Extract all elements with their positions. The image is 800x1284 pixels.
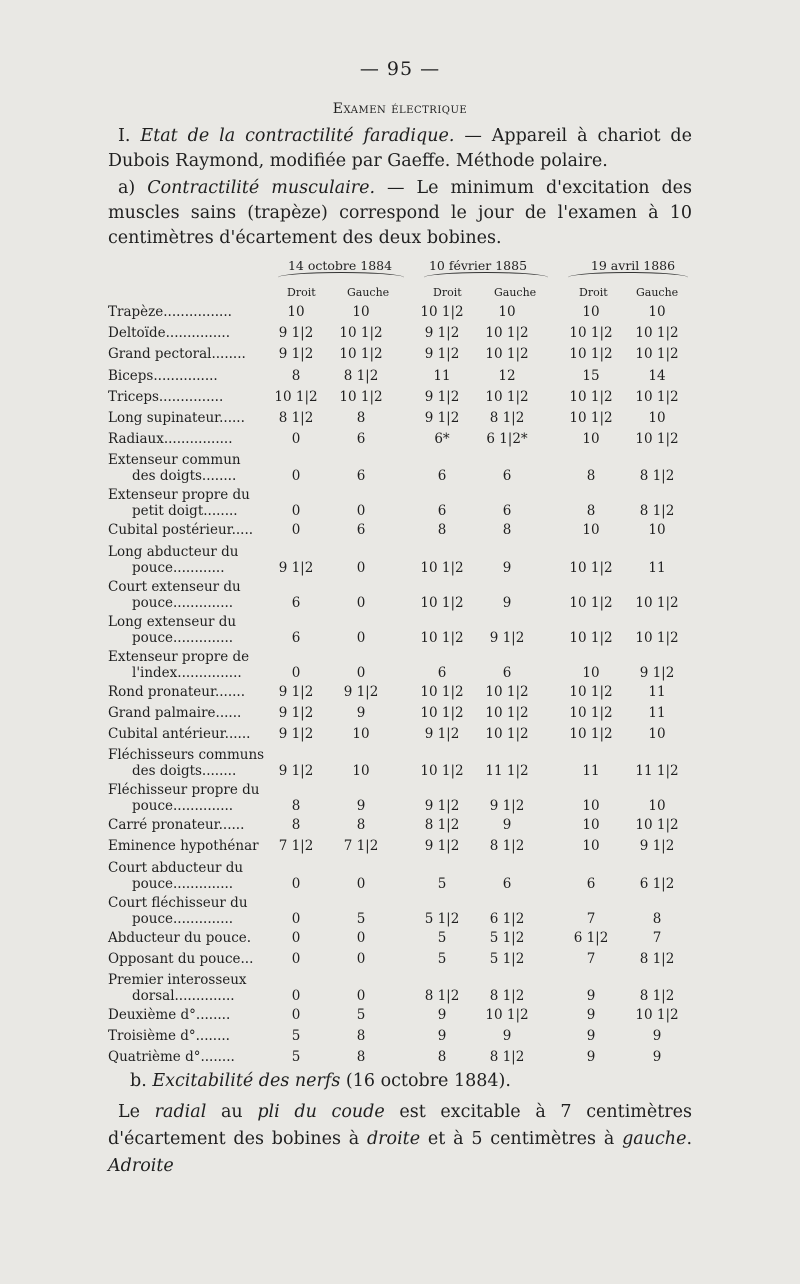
table-cell: 8: [652, 910, 662, 927]
row-label-line: Radiaux................: [108, 431, 233, 448]
table-cell: 8 1|2: [489, 988, 525, 1004]
row-label-line: pouce..............: [132, 629, 234, 646]
table-cell: 8 1|2: [278, 410, 314, 426]
row-label-line: Eminence hypothénar: [108, 838, 259, 855]
table-cell: 9: [652, 1028, 662, 1045]
table-cell: 5: [356, 1007, 366, 1023]
table-cell: 0: [291, 1007, 301, 1023]
text-italic: radial: [154, 1102, 207, 1122]
table-cell: 8: [356, 410, 366, 426]
table-cell: 10 1|2: [635, 594, 679, 611]
table-cell: 6: [437, 503, 447, 520]
table-cell: 10: [648, 304, 666, 320]
table-cell: 10 1|2: [485, 388, 529, 405]
table-cell: 10 1|2: [420, 763, 464, 780]
row-label-line: Quatrième d°........: [108, 1049, 235, 1066]
row-label: [108, 684, 273, 700]
table-cell: 0: [356, 988, 366, 1004]
table-cell: 10: [352, 763, 370, 780]
table-cell: 0: [291, 875, 301, 892]
table-cell: 0: [291, 929, 301, 946]
row-label: [108, 838, 273, 854]
table-cell: 8: [586, 468, 596, 485]
para-a-text: — Le minimum d'excitation des muscles sains (trapèze) correspond le jour de l'examen à 10 centimètres d'écartement des deux bobines.: [108, 178, 692, 248]
table-cell: 10 1|2: [485, 346, 529, 363]
table-cell: 10 1|2: [569, 594, 613, 611]
text-italic: Adroite: [108, 1156, 174, 1176]
paragraph-a: [108, 176, 692, 251]
table-cell: 5: [356, 910, 366, 927]
row-label-line: Court fléchisseur du: [108, 894, 248, 911]
table-cell: 10: [352, 304, 370, 320]
table-cell: 8 1|2: [639, 988, 675, 1004]
page-number: — 95 —: [359, 58, 441, 80]
table-cell: 10: [648, 726, 666, 742]
table-cell: 0: [356, 929, 366, 946]
table-cell: 8: [437, 1049, 447, 1066]
table-cell: 10 1|2: [420, 629, 464, 646]
table-cell: 11: [648, 683, 666, 700]
table-cell: 9 1|2: [424, 838, 460, 855]
table-cell: 10 1|2: [485, 1007, 529, 1023]
table-cell: 10 1|2: [274, 388, 318, 405]
row-label-line: Opposant du pouce...: [108, 950, 254, 967]
table-cell: 9 1|2: [424, 388, 460, 405]
row-label-line: Long abducteur du: [108, 543, 239, 560]
row-label-line: pouce..............: [132, 910, 234, 927]
table-cell: 10 1|2: [420, 594, 464, 611]
row-label-line: dorsal..............: [132, 988, 235, 1004]
row-label: [108, 304, 273, 320]
table-cell: 11 1|2: [635, 763, 679, 780]
row-label-line: pouce............: [132, 559, 225, 576]
row-label-line: Long extenseur du: [108, 613, 237, 630]
table-cell: 10 1|2: [635, 388, 679, 405]
paragraph-b: [130, 1071, 511, 1091]
table-cell: 9: [437, 1007, 447, 1023]
row-label: [108, 649, 273, 681]
table-cell: 5: [291, 1049, 301, 1066]
table-cell: 0: [356, 629, 366, 646]
table-cell: 9 1|2: [424, 410, 460, 426]
row-label: [108, 895, 273, 927]
table-cell: 10 1|2: [569, 325, 613, 342]
row-label: [108, 452, 273, 484]
table-cell: 7: [652, 929, 662, 946]
table-cell: 10 1|2: [339, 388, 383, 405]
table-cell: 7: [586, 950, 596, 967]
table-cell: 10 1|2: [485, 726, 529, 742]
table-cell: 10 1|2: [569, 683, 613, 700]
section-title: Etat de la contractilité faradique.: [140, 126, 455, 146]
table-cell: 5 1|2: [424, 910, 460, 927]
row-label-line: des doigts........: [132, 468, 237, 485]
table-cell: 9 1|2: [278, 683, 314, 700]
table-cell: 9: [437, 1028, 447, 1045]
table-cell: 8: [291, 817, 301, 834]
table-cell: 6: [502, 875, 512, 892]
section-heading: Examen électrique: [332, 101, 468, 117]
table-cell: 6: [437, 468, 447, 485]
row-label-line: Trapèze................: [108, 304, 232, 320]
row-label: [108, 487, 273, 519]
table-cell: 11: [582, 763, 600, 780]
table-cell: 8: [586, 503, 596, 520]
table-cell: 10 1|2: [485, 683, 529, 700]
row-label-line: Court extenseur du: [108, 578, 241, 595]
date-header: 14 octobre 1884: [287, 258, 393, 273]
row-label: [108, 860, 273, 892]
table-cell: 5: [437, 929, 447, 946]
row-label-line: Grand pectoral........: [108, 346, 246, 363]
table-cell: 8 1|2: [639, 503, 675, 520]
row-label-line: Triceps...............: [108, 388, 224, 405]
table-cell: 9 1|2: [278, 704, 314, 721]
table-cell: 10 1|2: [635, 817, 679, 834]
table-cell: 12: [498, 367, 516, 384]
table-cell: 10: [582, 817, 600, 834]
row-label: [108, 522, 273, 538]
table-cell: 9: [586, 1007, 596, 1023]
row-label-line: Carré pronateur......: [108, 817, 245, 834]
table-cell: 10 1|2: [569, 559, 613, 576]
table-cell: 9: [502, 1028, 512, 1045]
table-cell: 0: [291, 468, 301, 485]
row-label: [108, 1007, 273, 1023]
table-cell: 6: [502, 503, 512, 520]
row-label-line: Court abducteur du: [108, 859, 244, 876]
table-cell: 8 1|2: [343, 367, 379, 384]
row-label: [108, 544, 273, 576]
table-cell: 10: [582, 798, 600, 815]
text-italic: gauche: [622, 1129, 687, 1149]
table-cell: 0: [356, 503, 366, 520]
row-label-line: Rond pronateur.......: [108, 683, 246, 700]
table-cell: 6: [356, 431, 366, 448]
table-cell: 8: [291, 798, 301, 815]
table-cell: 10 1|2: [569, 388, 613, 405]
row-label: [108, 368, 273, 384]
table-cell: 8 1|2: [424, 988, 460, 1004]
row-label: [108, 1049, 273, 1065]
table-cell: 5: [437, 950, 447, 967]
table-cell: 9 1|2: [278, 559, 314, 576]
side-header: Droit: [579, 286, 608, 299]
table-cell: 8: [356, 817, 366, 834]
table-cell: 10 1|2: [569, 346, 613, 363]
row-label-line: Biceps...............: [108, 367, 218, 384]
table-cell: 0: [291, 950, 301, 967]
table-cell: 10 1|2: [635, 325, 679, 342]
date-header: 19 avril 1886: [590, 258, 676, 273]
table-cell: 8: [291, 367, 301, 384]
brace-divider: [278, 272, 404, 283]
row-label: [108, 614, 273, 646]
row-label: [108, 782, 273, 814]
table-cell: 5: [291, 1028, 301, 1045]
table-cell: 11 1|2: [485, 763, 529, 780]
table-cell: 10: [582, 664, 600, 681]
table-cell: 9 1|2: [489, 629, 525, 646]
table-cell: 9 1|2: [424, 798, 460, 815]
table-cell: 0: [291, 431, 301, 448]
row-label-line: Troisième d°........: [108, 1028, 230, 1045]
row-label-line: Long supinateur......: [108, 410, 245, 426]
table-cell: 11: [648, 704, 666, 721]
table-cell: 10 1|2: [339, 346, 383, 363]
table-cell: 6 1|2: [639, 875, 675, 892]
text: est excitable à 7 centimètres d'écartement des bobines à: [108, 1102, 692, 1149]
table-cell: 10: [648, 410, 666, 426]
table-cell: 9 1|2: [278, 346, 314, 363]
row-label: [108, 930, 273, 946]
table-cell: 10: [287, 304, 305, 320]
table-cell: 10 1|2: [569, 410, 613, 426]
table-cell: 6: [356, 468, 366, 485]
table-cell: 8 1|2: [489, 410, 525, 426]
row-label-line: Cubital antérieur......: [108, 726, 251, 742]
row-label-line: Cubital postérieur.....: [108, 522, 254, 539]
row-label: [108, 389, 273, 405]
row-label: [108, 705, 273, 721]
table-cell: 0: [356, 594, 366, 611]
table-cell: 15: [582, 367, 600, 384]
table-cell: 6 1|2: [489, 910, 525, 927]
table-cell: 9: [356, 798, 366, 815]
table-cell: 6 1|2: [573, 929, 609, 946]
row-label: [108, 817, 273, 833]
table-cell: 10 1|2: [635, 629, 679, 646]
para-a-label: a): [118, 178, 136, 198]
table-cell: 0: [356, 664, 366, 681]
table-cell: 10 1|2: [635, 346, 679, 363]
side-header: Gauche: [494, 286, 537, 299]
para-b-label: b.: [130, 1071, 147, 1091]
row-label: [108, 726, 273, 742]
text: et à 5 centimètres à: [420, 1129, 623, 1149]
table-cell: 5: [437, 875, 447, 892]
row-label-line: pouce..............: [132, 594, 234, 611]
table-cell: 10 1|2: [420, 304, 464, 320]
table-cell: 10 1|2: [420, 559, 464, 576]
row-label-line: Deuxième d°........: [108, 1007, 231, 1023]
text-italic: pli du coude: [257, 1102, 385, 1122]
table-cell: 0: [356, 875, 366, 892]
table-cell: 9 1|2: [639, 664, 675, 681]
row-label: [108, 747, 273, 779]
table-cell: 10 1|2: [420, 704, 464, 721]
table-cell: 10 1|2: [420, 683, 464, 700]
table-cell: 9 1|2: [278, 325, 314, 342]
table-cell: 10 1|2: [569, 704, 613, 721]
table-cell: 6 1|2*: [486, 431, 528, 448]
table-cell: 0: [291, 988, 301, 1004]
table-cell: 11: [648, 559, 666, 576]
row-label-line: Fléchisseur propre du: [108, 782, 260, 799]
table-cell: 9: [356, 704, 366, 721]
table-cell: 6: [291, 629, 301, 646]
table-cell: 10: [582, 304, 600, 320]
table-cell: 9 1|2: [278, 763, 314, 780]
row-label-line: des doigts........: [132, 763, 237, 780]
side-header: Droit: [287, 286, 316, 299]
table-cell: 9 1|2: [343, 683, 379, 700]
table-cell: 10: [648, 522, 666, 539]
table-cell: 5 1|2: [489, 950, 525, 967]
row-label-line: pouce..............: [132, 875, 234, 892]
brace-divider: [424, 272, 548, 283]
row-label: [108, 972, 273, 1004]
section-text: — Appareil à chariot de Dubois Raymond, modifiée par Gaeffe. Méthode polaire.: [108, 126, 692, 171]
table-cell: 8: [437, 522, 447, 539]
date-header: 10 février 1885: [428, 258, 528, 273]
row-label-line: Grand palmaire......: [108, 704, 242, 721]
table-cell: 9: [652, 1049, 662, 1066]
table-cell: 9: [502, 817, 512, 834]
side-header: Gauche: [347, 286, 390, 299]
row-label-line: Fléchisseurs communs: [108, 747, 265, 764]
table-cell: 9: [586, 988, 596, 1004]
table-cell: 10 1|2: [635, 1007, 679, 1023]
table-cell: 0: [356, 559, 366, 576]
paragraph-nerves: [108, 1099, 692, 1180]
row-label: [108, 325, 273, 341]
row-label: [108, 579, 273, 611]
table-cell: 6: [586, 875, 596, 892]
table-cell: 10: [582, 431, 600, 448]
table-cell: 0: [291, 910, 301, 927]
text: au: [206, 1102, 258, 1122]
table-cell: 0: [291, 503, 301, 520]
row-label-line: Abducteur du pouce.: [108, 929, 252, 946]
table-cell: 8 1|2: [489, 1049, 525, 1066]
table-cell: 10 1|2: [485, 704, 529, 721]
table-cell: 8: [356, 1028, 366, 1045]
row-label-line: l'index...............: [132, 664, 242, 681]
table-cell: 10 1|2: [635, 431, 679, 448]
table-cell: 7 1|2: [343, 838, 379, 855]
table-cell: 0: [291, 522, 301, 539]
table-cell: 10: [498, 304, 516, 320]
table-cell: 8 1|2: [424, 817, 460, 834]
table-cell: 7 1|2: [278, 838, 314, 855]
table-cell: 8: [502, 522, 512, 539]
row-label: [108, 346, 273, 362]
table-cell: 9 1|2: [424, 726, 460, 742]
table-cell: 9: [586, 1049, 596, 1066]
table-cell: 9 1|2: [489, 798, 525, 815]
table-cell: 8: [356, 1049, 366, 1066]
table-cell: 6*: [434, 431, 450, 448]
row-label: [108, 431, 273, 447]
row-label-line: Extenseur propre du: [108, 487, 250, 504]
table-cell: 9 1|2: [278, 726, 314, 742]
table-column-headers: [0, 258, 800, 306]
para-a-title: Contractilité musculaire.: [147, 178, 376, 198]
table-cell: 9 1|2: [639, 838, 675, 855]
table-cell: 7: [586, 910, 596, 927]
paragraph-section-1: [108, 124, 692, 174]
table-cell: 9 1|2: [424, 346, 460, 363]
row-label-line: Extenseur commun: [108, 452, 241, 469]
row-label-line: Extenseur propre de: [108, 648, 250, 665]
row-label-line: Deltoïde...............: [108, 325, 231, 342]
table-cell: 6: [502, 664, 512, 681]
text: Le: [118, 1102, 155, 1122]
row-label-line: pouce..............: [132, 798, 234, 815]
table-cell: 9: [502, 594, 512, 611]
para-b-text: (16 octobre 1884).: [340, 1071, 511, 1091]
table-cell: 14: [648, 367, 666, 384]
table-cell: 6: [502, 468, 512, 485]
side-header: Droit: [433, 286, 462, 299]
table-cell: 9: [586, 1028, 596, 1045]
table-cell: 10 1|2: [485, 325, 529, 342]
table-cell: 10: [582, 838, 600, 855]
para-b-title: Excitabilité des nerfs: [152, 1071, 341, 1091]
table-cell: 11: [433, 367, 451, 384]
table-cell: 9: [502, 559, 512, 576]
table-cell: 10 1|2: [339, 325, 383, 342]
text: .: [686, 1129, 693, 1149]
table-cell: 6: [437, 664, 447, 681]
table-cell: 8 1|2: [639, 950, 675, 967]
side-header: Gauche: [636, 286, 679, 299]
table-cell: 8 1|2: [489, 838, 525, 855]
brace-divider: [568, 272, 688, 283]
table-cell: 10: [352, 726, 370, 742]
section-roman: I.: [118, 126, 131, 146]
table-cell: 0: [291, 664, 301, 681]
table-cell: 10: [582, 522, 600, 539]
table-cell: 6: [356, 522, 366, 539]
table-cell: 0: [356, 950, 366, 967]
table-cell: 10 1|2: [569, 726, 613, 742]
row-label-line: Premier interosseux: [108, 972, 247, 988]
row-label: [108, 951, 273, 967]
table-cell: 10 1|2: [569, 629, 613, 646]
table-cell: 10: [648, 798, 666, 815]
row-label: [108, 1028, 273, 1044]
table-cell: 9 1|2: [424, 325, 460, 342]
table-cell: 8 1|2: [639, 468, 675, 485]
row-label-line: petit doigt........: [132, 503, 238, 520]
table-cell: 6: [291, 594, 301, 611]
row-label: [108, 410, 273, 426]
text-italic: droite: [366, 1129, 421, 1149]
table-cell: 5 1|2: [489, 929, 525, 946]
